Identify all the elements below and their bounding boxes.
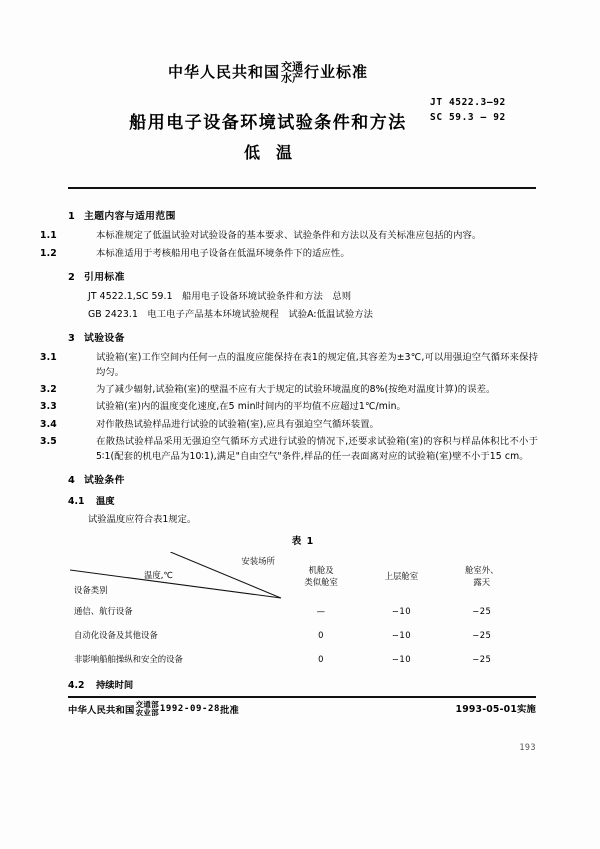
table-corner-category-label: 设备类别 xyxy=(74,584,108,595)
clause-3-4-text: 对作散热试验样品进行试验的试验箱(室),应具有强迫空气循环装置。 xyxy=(96,418,380,430)
clause-4-1-text: 试验温度应符合表1规定。 xyxy=(88,513,197,525)
table-row-category-label: 自动化设备及其他设备 xyxy=(74,629,158,640)
section-4-heading xyxy=(68,473,538,488)
clause-3-5 xyxy=(40,435,538,464)
table-cell-value xyxy=(442,624,522,648)
temperature-spec-table xyxy=(70,552,522,672)
page-number: 193 xyxy=(519,742,536,752)
clause-3-2-number: 3.2 xyxy=(40,383,57,395)
table-cell-text: 0 xyxy=(318,653,325,664)
footer-approval-word: 批准 xyxy=(220,704,240,716)
table-header-col-open-deck-line2: 露天 xyxy=(473,576,491,587)
section-2-number: 2 xyxy=(68,271,76,283)
table-header-col-engine-room-line2: 类似舱室 xyxy=(304,576,338,587)
table-cell-text: −25 xyxy=(472,605,492,616)
clause-4-2-title: 持续时间 xyxy=(96,679,134,691)
table-cell-value xyxy=(281,648,361,672)
clause-1-2 xyxy=(40,247,538,261)
table-cell-value xyxy=(361,648,441,672)
section-3-heading xyxy=(68,331,538,346)
authority-agency-transport: 交通 xyxy=(281,60,303,74)
standard-authority-line xyxy=(168,62,368,84)
clause-1-2-number: 1.2 xyxy=(40,247,57,259)
section-1-heading xyxy=(68,209,538,224)
table-cell-value xyxy=(442,648,522,672)
clause-3-1-text: 试验箱(室)工作空间内任何一点的温度应能保持在表1的规定值,其容差为±3℃,可以用强迫空气循环来保持均匀。 xyxy=(96,352,538,378)
section-4-number: 4 xyxy=(68,474,76,486)
footer-ministry-stack xyxy=(135,701,158,717)
table-cell-text: — xyxy=(316,605,326,616)
table-header-col-open-deck-line1: 舱室外、 xyxy=(465,564,499,575)
table-header-col-engine-room xyxy=(281,552,361,600)
clause-3-3-text: 试验箱(室)内的温度变化速度,在5 min时间内的平均值不应超过1℃/min。 xyxy=(96,401,406,413)
table-header-col-open-deck xyxy=(442,552,522,600)
clause-3-4 xyxy=(40,418,538,432)
clause-1-1-number: 1.1 xyxy=(40,230,57,242)
clause-3-1 xyxy=(40,351,538,380)
table-row-category xyxy=(70,648,281,672)
table-cell-text: −10 xyxy=(391,605,412,616)
standard-number-jt: JT 4522.3—92 xyxy=(430,97,506,108)
table-cell-value xyxy=(281,624,361,648)
authority-agency-fishery: 水产 xyxy=(281,71,303,85)
table-cell-text: −10 xyxy=(391,653,412,664)
table-row-category xyxy=(70,600,281,624)
footer-divider xyxy=(68,696,536,698)
table-row-category-label: 非影响船舶操纵和安全的设备 xyxy=(74,653,183,664)
section-3-title: 试验设备 xyxy=(84,332,125,344)
clause-4-1-title: 温度 xyxy=(96,496,115,508)
table-cell-text: 0 xyxy=(318,629,325,640)
document-body xyxy=(40,200,538,696)
table-row xyxy=(70,624,522,648)
table-cell-text: −25 xyxy=(472,653,492,664)
reference-item-2: GB 2423.1 电工电子产品基本环境试验规程 试验A:低温试验方法 xyxy=(88,308,374,320)
clause-3-5-text: 在散热试验样品采用无强迫空气循环方式进行试验的情况下,还要求试验箱(室)的容积与样品体积比不小于5∶1(配套的机电产品为10∶1),满足"自由空气"条件,样品的任一表面离对应的试验箱(室)壁不小于15 cm。 xyxy=(96,436,538,462)
clause-3-2-text: 为了减少辐射,试验箱(室)的壁温不应有大于规定的试验环境温度的8%(按绝对温度计算)的误差。 xyxy=(96,383,496,395)
table-cell-value xyxy=(442,600,522,624)
clause-3-3 xyxy=(40,400,538,414)
clause-3-3-number: 3.3 xyxy=(40,401,57,413)
footer-implementation-date: 1993-05-01实施 xyxy=(455,704,536,715)
footer-ministry-transport: 交通部 xyxy=(135,700,159,709)
table-row-category-label: 通信、航行设备 xyxy=(74,605,133,616)
header-divider xyxy=(68,187,536,189)
clause-1-1-text: 本标准规定了低温试验对试验设备的基本要求、试验条件和方法以及有关标准应包括的内容。 xyxy=(96,230,482,242)
table-corner-place-label: 安装场所 xyxy=(241,555,275,566)
clause-3-1-number: 3.1 xyxy=(40,352,57,364)
clause-1-1 xyxy=(40,229,538,243)
clause-4-2-number: 4.2 xyxy=(68,679,85,691)
standard-number-sc: SC 59.3 — 92 xyxy=(430,111,506,123)
reference-item-1: JT 4522.1,SC 59.1 船用电子设备环境试验条件和方法 总则 xyxy=(88,291,352,303)
clause-3-4-number: 3.4 xyxy=(40,418,57,430)
page-subtitle: 低温 xyxy=(243,143,308,162)
table-cell-value xyxy=(361,600,441,624)
authority-country: 中华人民共和国 xyxy=(167,63,280,82)
table-header-row xyxy=(70,552,522,600)
clause-4-1-heading xyxy=(68,495,538,509)
section-2-title: 引用标准 xyxy=(84,271,125,283)
table-header-col-upper-deck-line1: 上层舱室 xyxy=(384,570,419,581)
section-1-number: 1 xyxy=(68,211,76,222)
authority-agency-stack xyxy=(281,62,303,84)
clause-3-2 xyxy=(40,383,538,397)
table-header-col-upper-deck xyxy=(361,552,441,600)
table-row xyxy=(70,648,522,672)
clause-4-1-number: 4.1 xyxy=(68,496,85,508)
table-cell-value xyxy=(281,600,361,624)
section-1-title: 主题内容与适用范围 xyxy=(84,211,176,222)
section-3-number: 3 xyxy=(68,332,76,344)
section-4-title: 试验条件 xyxy=(84,474,125,486)
section-2-heading xyxy=(68,270,538,285)
table-corner-temp-label: 温度,℃ xyxy=(144,569,173,580)
document-footer xyxy=(68,701,536,717)
page-title: 船用电子设备环境试验条件和方法 xyxy=(129,113,407,133)
table-cell-value xyxy=(361,624,441,648)
table-cell-text: −10 xyxy=(391,629,412,640)
clause-4-2-heading xyxy=(68,679,538,693)
footer-ministry-agriculture: 农业部 xyxy=(135,707,159,717)
clause-1-2-text: 本标准适用于考核船用电子设备在低温环境条件下的适应性。 xyxy=(96,247,350,259)
standard-number-block xyxy=(430,96,506,125)
table-corner-diagonal-cell xyxy=(70,552,281,600)
masthead xyxy=(68,62,468,84)
footer-approval-date: 1992-09-28 xyxy=(159,703,221,714)
table-caption: 表 1 xyxy=(291,535,315,547)
clause-3-5-number: 3.5 xyxy=(40,436,57,448)
authority-suffix: 行业标准 xyxy=(304,63,369,82)
table-header-col-engine-room-line1: 机舱及 xyxy=(308,564,334,575)
footer-approval xyxy=(68,701,239,717)
footer-country: 中华人民共和国 xyxy=(68,704,135,716)
table-row xyxy=(70,600,522,624)
table-cell-text: −25 xyxy=(472,629,492,640)
table-row-category xyxy=(70,624,281,648)
